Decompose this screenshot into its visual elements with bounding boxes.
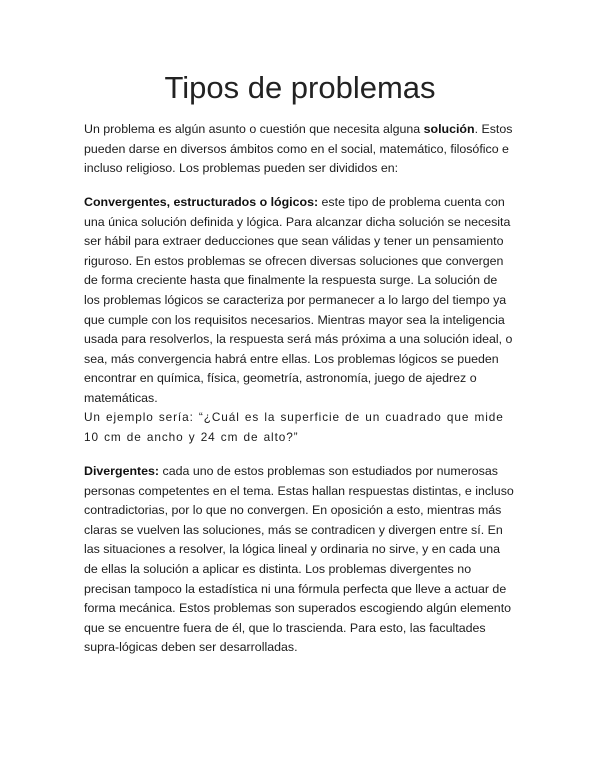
intro-bold-term: solución xyxy=(423,122,475,136)
ejemplo-paragraph: Un ejemplo sería: “¿Cuál es la superficie de un cuadrado que mide 10 cm de ancho y 24 cm de alto?” xyxy=(84,410,504,444)
convergentes-text: este tipo de problema cuenta con una única solución definida y lógica. Para alcanzar dicha solución se necesita ser hábil para extraer deducciones que sean válidas y tener un pensamiento riguroso. En estos problemas se ofrecen diversas soluciones que convergen de forma creciente hasta que finalmente la respuesta surge. La solución de los problemas lógicos se caracteriza por permanecer a lo largo del tiempo ya que cumple con los requisitos necesarios. Mientras mayor sea la inteligencia usada para resolverlos, la respuesta será más próxima a una solución ideal, o sea, más convergencia habrá entre ellas. Los problemas lógicos se pueden encontrar en química, física, geometría, astronomía, juego de ajedrez o matemáticas. xyxy=(84,195,513,405)
convergentes-heading: Convergentes, estructurados o lógicos: xyxy=(84,195,319,209)
divergentes-heading: Divergentes: xyxy=(84,464,160,478)
page-title: Tipos de problemas xyxy=(164,70,436,105)
intro-paragraph xyxy=(84,120,516,179)
convergentes-paragraph xyxy=(84,193,516,409)
divergentes-paragraph xyxy=(84,462,516,658)
intro-text-start: Un problema es algún asunto o cuestión que necesita alguna xyxy=(84,122,424,136)
divergentes-text: cada uno de estos problemas son estudiados por numerosas personas competentes en el tema. Estas hallan respuestas distintas, e incluso contradictorias, por lo que no convergen. En oposición a esto, mientras más claras se vuelven las soluciones, más se contradicen y divergen entre sí. En las situaciones a resolver, la lógica lineal y ordinaria no sirve, y en cada una de ellas la solución a aplicar es distinta. Los problemas divergentes no precisan tampoco la estadística ni una fórmula perfecta que lleve a actuar de forma mecánica. Estos problemas son superados escogiendo algún elemento que se encuentre fuera de él, que lo trascienda. Para esto, las facultades supra-lógicas deben ser desarrolladas. xyxy=(84,464,514,655)
intro-text-end: . Estos pueden darse en diversos ámbitos como en el social, matemático, filosófico e incluso religioso. Los problemas pueden ser divididos en: xyxy=(84,122,513,176)
